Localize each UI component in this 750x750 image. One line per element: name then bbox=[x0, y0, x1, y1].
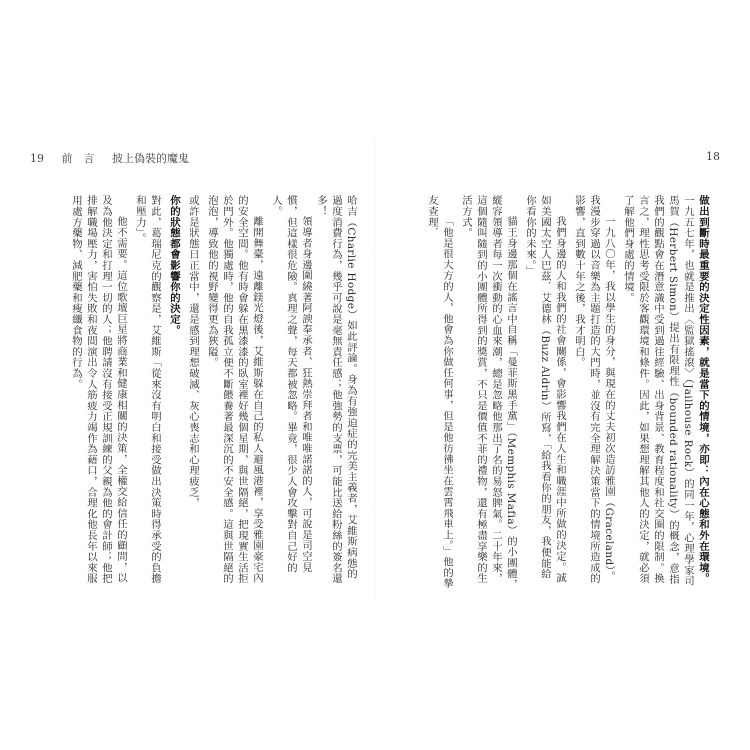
left-page-running-title: 披上偽裝的魔鬼 bbox=[112, 152, 189, 165]
left-page bbox=[30, 150, 370, 590]
right-page-paragraph: 做出到斷時最重要的決定性因素，就是當下的情境，亦即：內在心態和外在環境。 bbox=[697, 195, 709, 584]
right-page-paragraph: 我們身邊的人和我們的社會關係，會影響我們在人生和職涯中所做的決定。誠如美國太空人巴茲．艾德林（Buzz Aldrin）所寫，「給我看你的朋友，我便能給你看你的未來。」 bbox=[524, 195, 566, 583]
left-page-paragraph: 領導者身邊圍繞著阿諛奉承者、狂熱崇拜者和唯唯諾諾的人，可說是司空見慣，但這樣很危險。真理之聲，每天都被忽略。畢竟，很少人會攻擊對自己好的人。 bbox=[270, 195, 312, 573]
left-page-number: 19 bbox=[30, 152, 44, 165]
left-page-paragraph: 他不需要。這位歌壇巨星將商業和健康相關的決策，全權交給信任的顧問，以及為他決定和打理一切的人；他聘請沒有接受正規訓練的父親為他的會計師；他把排解職場壓力，害怕失敗和夜間演出令人筋疲力竭作為藉口，合理化他長年以來服用處方藥物、減肥藥和瘦纖食物的行為。 bbox=[70, 195, 127, 584]
left-page-paragraph: 你的狀態都會影響你的決定。 bbox=[168, 195, 180, 336]
left-page-paragraph: 離開舞臺，遠離鎂光燈後，艾維斯躲在自己的私人避風港裡，享受雅園豪宅內的安全空間。他有時會躲在黑漆漆的臥室裡好幾個星期，與世隔絕，把現實生活拒於門外。他獨處時，他的自我孤立便不斷餵養著最深沉的不安全感。這與世隔絕的泡泡，導致他的視野變得更為狹隘。 bbox=[206, 195, 263, 584]
left-page-body bbox=[40, 195, 358, 590]
right-page bbox=[380, 150, 720, 590]
left-page-paragraph: 或許是狀態日正當中，還是感到理想破滅、灰心喪志和心理疲乏， bbox=[187, 195, 199, 509]
right-page-paragraph: 一九八〇年，我以學生的身分，與現在的丈夫初次造訪雅園（Graceland）。我漫步穿過以音樂為主題打造的大門時，並沒有完全理解決策當下的情境所造成的影響，直到數十年之後，我才明白。 bbox=[573, 195, 615, 584]
left-page-section: 前 言 bbox=[61, 152, 95, 165]
right-page-paragraph: 貓王身邊那個在謠言中自稱「曼菲斯黑手黨」（Memphis Mafia）的小團體，縱容領導者每一次衝動的心血來潮，總是忽略他那出了名的易怒脾氣。二十年來，這個隨叫隨到的小團體所得到的獎賞，不只是價值不菲的禮物，還有極盡享樂的生活方式。 bbox=[460, 195, 517, 590]
right-page-number: 18 bbox=[706, 150, 720, 163]
left-page-header bbox=[30, 150, 203, 166]
page-gutter bbox=[374, 140, 376, 600]
right-page-paragraph: 一九五七年，也就是推出〈監獄搖滾〉（Jailhouse Rock）的同一年，心理學家司馬賀（Herbert Simon）提出有限理性（bounded rationality）的概念，意指我們的觀點會在潛意識中受到過往經驗、出身背景、教育程度和社交圈的限制。換言之，理性思考受限於客觀環境和條件。因此，如果想理解其他人的決定，就必須了解他們身處的情境。 bbox=[622, 195, 694, 587]
left-page-paragraph: 哈吉（Charlie Hodge）如此評論。身為有強迫症的完美主義者，艾維斯病態的過度消費行為，幾乎可說是毫無責任感；他強勢的支票，可能比送給粉絲的簽名還多！ bbox=[315, 195, 357, 584]
right-page-paragraph: 「他是很大方的人，他會為你做任何事，但是他彷彿坐在雲霄飛車上。」他的摯友查理． bbox=[426, 195, 453, 589]
left-page-paragraph: 對此，葛瑞尼克的觀察是，艾維斯「從來沒有明白和接受做出決策時得承受的負擔和壓力」。 bbox=[134, 195, 161, 584]
right-page-body bbox=[392, 195, 710, 590]
